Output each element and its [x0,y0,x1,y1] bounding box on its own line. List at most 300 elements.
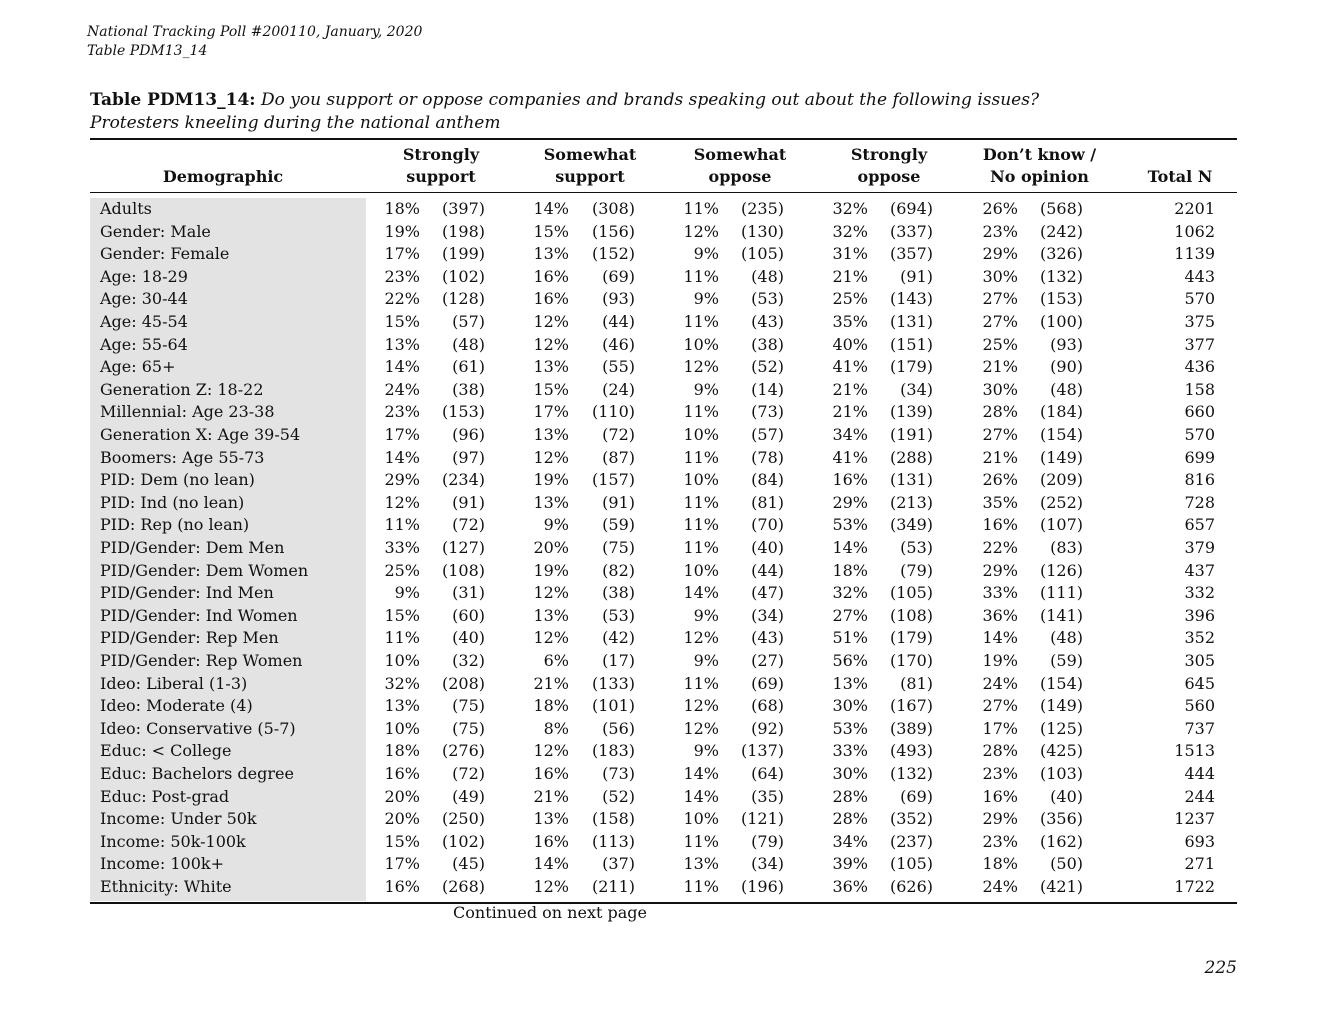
cell-count: (111) [1039,583,1083,603]
cell-total: 305 [1184,651,1215,670]
cell-percent: 19% [533,560,569,580]
cell-percent: 51% [832,628,868,648]
cell-percent: 16% [832,470,868,490]
cell-count: (421) [1039,877,1083,896]
table-row [90,582,1237,605]
cell-count: (72) [452,764,485,783]
cell-percent: 32% [384,673,420,693]
cell-total: 1513 [1174,741,1215,761]
table-row [90,853,1237,876]
row-demographic: Age: 55-64 [100,334,188,354]
cell-count: (27) [751,651,784,670]
cell-count: (75) [452,696,485,716]
table-row [90,334,1237,357]
cell-percent: 14% [384,357,420,377]
cell-percent: 10% [683,560,719,580]
row-demographic: Ideo: Moderate (4) [100,696,253,716]
cell-count: (61) [452,357,485,377]
cell-percent: 12% [683,357,719,377]
col-header-line: Somewhat [543,145,637,164]
cell-total: 657 [1184,515,1215,535]
table-title [90,89,1039,135]
cell-count: (53) [751,289,784,309]
cell-percent: 41% [832,357,868,377]
cell-total: 332 [1184,583,1215,603]
running-header-poll: National Tracking Poll #200110, January, 2020 [87,24,423,40]
cell-percent: 14% [982,628,1018,648]
cell-percent: 16% [533,289,569,309]
cell-count: (82) [602,560,635,580]
cell-percent: 32% [832,221,868,241]
cell-percent: 14% [683,764,719,783]
cell-percent: 14% [683,583,719,603]
cell-percent: 11% [683,402,719,422]
row-demographic: PID: Ind (no lean) [100,492,245,512]
cell-count: (170) [889,651,933,670]
row-demographic: Educ: Post-grad [100,786,230,806]
cell-percent: 12% [683,628,719,648]
cell-count: (102) [441,831,485,851]
cell-percent: 11% [683,538,719,557]
cell-percent: 11% [683,266,719,286]
cell-total: 737 [1184,718,1215,738]
cell-percent: 9% [693,244,719,264]
cell-percent: 12% [533,312,569,331]
cell-percent: 12% [533,583,569,603]
cell-percent: 41% [832,447,868,467]
cell-count: (288) [889,447,933,467]
cell-total: 816 [1184,470,1215,490]
cell-count: (84) [751,470,784,490]
cell-percent: 53% [832,718,868,738]
cell-percent: 26% [982,470,1018,490]
cell-percent: 9% [693,605,719,625]
cell-count: (167) [889,696,933,716]
cell-count: (90) [1050,357,1083,377]
cell-percent: 18% [982,854,1018,874]
table-row [90,718,1237,741]
table-row [90,492,1237,515]
cell-count: (357) [889,244,933,264]
cell-count: (276) [441,741,485,761]
table-row [90,447,1237,470]
row-demographic: PID/Gender: Ind Men [100,583,274,603]
table-row [90,831,1237,854]
cell-percent: 21% [982,357,1018,377]
cell-count: (42) [602,628,635,648]
cell-count: (153) [441,402,485,422]
cell-count: (75) [452,718,485,738]
cell-percent: 12% [384,492,420,512]
cell-percent: 15% [533,379,569,399]
cell-percent: 10% [683,425,719,444]
cell-percent: 36% [832,877,868,896]
cell-percent: 29% [384,470,420,490]
cell-percent: 36% [982,605,1018,625]
row-demographic: Age: 18-29 [100,266,188,286]
cell-count: (199) [441,244,485,264]
cell-percent: 24% [384,379,420,399]
table-row [90,288,1237,311]
cell-count: (81) [751,492,784,512]
cell-percent: 13% [533,244,569,264]
cell-count: (235) [740,199,784,218]
table-row [90,605,1237,628]
cell-percent: 9% [693,289,719,309]
cell-percent: 25% [982,334,1018,354]
cell-percent: 40% [832,334,868,354]
cell-count: (127) [441,538,485,557]
cell-count: (50) [1050,854,1083,874]
cell-count: (349) [889,515,933,535]
table-subtitle: Protesters kneeling during the national anthem [90,113,501,133]
cell-count: (40) [452,628,485,648]
cell-percent: 20% [533,538,569,557]
row-demographic: Millennial: Age 23-38 [100,402,275,422]
cell-count: (151) [889,334,933,354]
cell-percent: 14% [683,786,719,806]
cell-percent: 21% [533,673,569,693]
cell-percent: 27% [982,312,1018,331]
col-header-demographic: Demographic [162,167,284,186]
row-demographic: PID/Gender: Ind Women [100,605,298,625]
cell-percent: 24% [982,877,1018,896]
cell-percent: 29% [832,492,868,512]
cell-count: (121) [740,809,784,829]
table-row [90,243,1237,266]
table-row [90,311,1237,334]
cell-total: 2201 [1174,199,1215,218]
row-demographic: Ethnicity: White [100,877,232,896]
row-demographic: PID/Gender: Rep Men [100,628,279,648]
cell-percent: 13% [533,425,569,444]
cell-percent: 9% [693,651,719,670]
cell-count: (59) [602,515,635,535]
cell-total: 570 [1184,289,1215,309]
row-demographic: Generation X: Age 39-54 [100,425,301,444]
table-row [90,379,1237,402]
cell-count: (57) [452,312,485,331]
cell-percent: 32% [832,583,868,603]
cell-total: 443 [1184,266,1215,286]
cell-percent: 25% [832,289,868,309]
cell-percent: 12% [533,877,569,896]
cell-percent: 12% [683,221,719,241]
cell-percent: 13% [683,854,719,874]
cell-count: (107) [1039,515,1083,535]
top-rule [90,138,1237,140]
row-demographic: Income: 50k-100k [100,831,246,851]
cell-percent: 24% [982,673,1018,693]
cell-count: (397) [441,199,485,218]
cell-percent: 11% [683,312,719,331]
cell-percent: 10% [683,809,719,829]
cell-percent: 11% [683,877,719,896]
cell-count: (103) [1039,764,1083,783]
col-header-line: support [406,167,476,186]
cell-total: 1062 [1174,221,1215,241]
cell-percent: 56% [832,651,868,670]
cell-count: (53) [602,605,635,625]
header-rule [90,192,1237,193]
cell-percent: 17% [384,854,420,874]
cell-count: (96) [452,425,485,444]
cell-count: (139) [889,402,933,422]
cell-count: (143) [889,289,933,309]
cell-count: (196) [740,877,784,896]
cell-percent: 13% [533,605,569,625]
table-row [90,356,1237,379]
cell-count: (48) [452,334,485,354]
col-header-somewhat-oppose [680,144,800,188]
table-row [90,198,1237,221]
cell-count: (152) [591,244,635,264]
cell-percent: 53% [832,515,868,535]
cell-count: (326) [1039,244,1083,264]
cell-count: (132) [889,764,933,783]
col-header-strongly-support [381,144,501,188]
cell-percent: 16% [982,515,1018,535]
cell-count: (48) [751,266,784,286]
cell-percent: 14% [533,854,569,874]
cell-count: (356) [1039,809,1083,829]
cell-count: (110) [591,402,635,422]
cell-percent: 15% [384,312,420,331]
cell-percent: 16% [982,786,1018,806]
cell-count: (93) [1050,334,1083,354]
row-demographic: Gender: Male [100,221,211,241]
cell-count: (69) [751,673,784,693]
cell-count: (32) [452,651,485,670]
cell-percent: 19% [982,651,1018,670]
cell-count: (92) [751,718,784,738]
cell-percent: 11% [384,515,420,535]
cell-percent: 20% [384,786,420,806]
row-demographic: PID/Gender: Rep Women [100,651,303,670]
cell-count: (137) [740,741,784,761]
row-demographic: PID: Rep (no lean) [100,515,250,535]
cell-percent: 25% [384,560,420,580]
cell-percent: 29% [982,809,1018,829]
cell-count: (34) [751,854,784,874]
table-row [90,808,1237,831]
cell-percent: 34% [832,425,868,444]
cell-count: (184) [1039,402,1083,422]
cell-count: (70) [751,515,784,535]
cell-percent: 12% [533,741,569,761]
cell-percent: 10% [384,718,420,738]
cell-count: (49) [452,786,485,806]
cell-percent: 19% [533,470,569,490]
table-row [90,424,1237,447]
cell-count: (105) [740,244,784,264]
cell-count: (38) [602,583,635,603]
table-row [90,469,1237,492]
row-demographic: Boomers: Age 55-73 [100,447,265,467]
cell-percent: 30% [982,379,1018,399]
cell-percent: 35% [982,492,1018,512]
cell-percent: 14% [832,538,868,557]
col-header-line: Somewhat [693,145,787,164]
cell-count: (79) [751,831,784,851]
cell-count: (69) [900,786,933,806]
cell-percent: 21% [982,447,1018,467]
cell-count: (191) [889,425,933,444]
cell-count: (694) [889,199,933,218]
cell-total: 645 [1184,673,1215,693]
cell-total: 396 [1184,605,1215,625]
row-demographic: Age: 45-54 [100,312,188,331]
cell-percent: 19% [384,221,420,241]
cell-count: (44) [751,560,784,580]
cell-percent: 13% [533,357,569,377]
cell-percent: 9% [693,379,719,399]
col-header-total: Total N [1147,167,1213,186]
row-demographic: Age: 65+ [100,357,176,377]
cell-percent: 14% [384,447,420,467]
cell-percent: 21% [832,379,868,399]
cell-count: (83) [1050,538,1083,557]
cell-percent: 27% [982,289,1018,309]
cell-count: (242) [1039,221,1083,241]
row-demographic: Income: 100k+ [100,854,224,874]
cell-count: (14) [751,379,784,399]
cell-percent: 13% [384,334,420,354]
cell-count: (48) [1050,379,1083,399]
cell-count: (48) [1050,628,1083,648]
cell-count: (35) [751,786,784,806]
cell-percent: 17% [384,244,420,264]
cell-percent: 11% [683,447,719,467]
cell-count: (43) [751,628,784,648]
cell-percent: 23% [384,402,420,422]
table-row [90,786,1237,809]
cell-count: (43) [751,312,784,331]
table-row [90,627,1237,650]
cell-percent: 23% [384,266,420,286]
cell-percent: 27% [832,605,868,625]
cell-count: (91) [900,266,933,286]
cell-count: (130) [740,221,784,241]
cell-count: (149) [1039,696,1083,716]
cell-total: 444 [1184,764,1215,783]
cell-total: 437 [1184,560,1215,580]
cell-count: (308) [591,199,635,218]
table-row [90,673,1237,696]
row-demographic: Educ: < College [100,741,232,761]
cell-count: (91) [452,492,485,512]
cell-count: (179) [889,628,933,648]
cell-percent: 27% [982,425,1018,444]
col-header-line: Strongly [850,145,928,164]
cell-percent: 12% [533,447,569,467]
cell-percent: 15% [384,605,420,625]
cell-count: (493) [889,741,933,761]
cell-percent: 20% [384,809,420,829]
cell-count: (68) [751,696,784,716]
cell-total: 1722 [1174,877,1215,896]
cell-percent: 21% [533,786,569,806]
cell-count: (108) [441,560,485,580]
cell-count: (34) [900,379,933,399]
cell-count: (209) [1039,470,1083,490]
cell-percent: 11% [683,199,719,218]
col-header-line: Strongly [402,145,480,164]
cell-percent: 6% [543,651,569,670]
cell-total: 436 [1184,357,1215,377]
cell-count: (72) [452,515,485,535]
cell-percent: 31% [832,244,868,264]
row-demographic: Income: Under 50k [100,809,257,829]
cell-percent: 30% [832,764,868,783]
cell-count: (57) [751,425,784,444]
cell-percent: 28% [832,809,868,829]
row-demographic: Ideo: Conservative (5-7) [100,718,296,738]
col-header-line: oppose [708,167,772,186]
cell-percent: 35% [832,312,868,331]
cell-percent: 28% [832,786,868,806]
cell-count: (78) [751,447,784,467]
col-header-dont-know [977,144,1102,188]
cell-count: (131) [889,312,933,331]
cell-count: (198) [441,221,485,241]
cell-count: (52) [602,786,635,806]
cell-count: (162) [1039,831,1083,851]
cell-count: (24) [602,379,635,399]
cell-count: (108) [889,605,933,625]
cell-percent: 9% [693,741,719,761]
col-header-line: support [555,167,625,186]
cell-percent: 13% [533,809,569,829]
table-row [90,401,1237,424]
cell-count: (73) [602,764,635,783]
cell-percent: 11% [683,492,719,512]
cell-count: (211) [591,877,635,896]
cell-count: (132) [1039,266,1083,286]
row-demographic: Gender: Female [100,244,230,264]
cell-percent: 29% [982,244,1018,264]
cell-count: (105) [889,854,933,874]
cell-count: (81) [900,673,933,693]
cell-percent: 16% [384,877,420,896]
cell-count: (568) [1039,199,1083,218]
cell-count: (131) [889,470,933,490]
cell-count: (213) [889,492,933,512]
col-header-strongly-oppose [829,144,949,188]
cell-total: 1139 [1174,244,1215,264]
cell-percent: 27% [982,696,1018,716]
cell-percent: 12% [683,718,719,738]
cell-percent: 11% [384,628,420,648]
cell-count: (154) [1039,425,1083,444]
cell-count: (47) [751,583,784,603]
cell-count: (72) [602,425,635,444]
cell-count: (126) [1039,560,1083,580]
row-demographic: PID/Gender: Dem Men [100,538,285,557]
table-row [90,266,1237,289]
cell-percent: 10% [384,651,420,670]
table-row [90,763,1237,786]
row-demographic: Adults [100,199,152,218]
cell-count: (425) [1039,741,1083,761]
cell-percent: 18% [832,560,868,580]
cell-count: (91) [602,492,635,512]
row-demographic: Ideo: Liberal (1-3) [100,673,248,693]
cell-count: (52) [751,357,784,377]
row-demographic: PID/Gender: Dem Women [100,560,309,580]
cell-percent: 12% [533,628,569,648]
cell-count: (38) [452,379,485,399]
